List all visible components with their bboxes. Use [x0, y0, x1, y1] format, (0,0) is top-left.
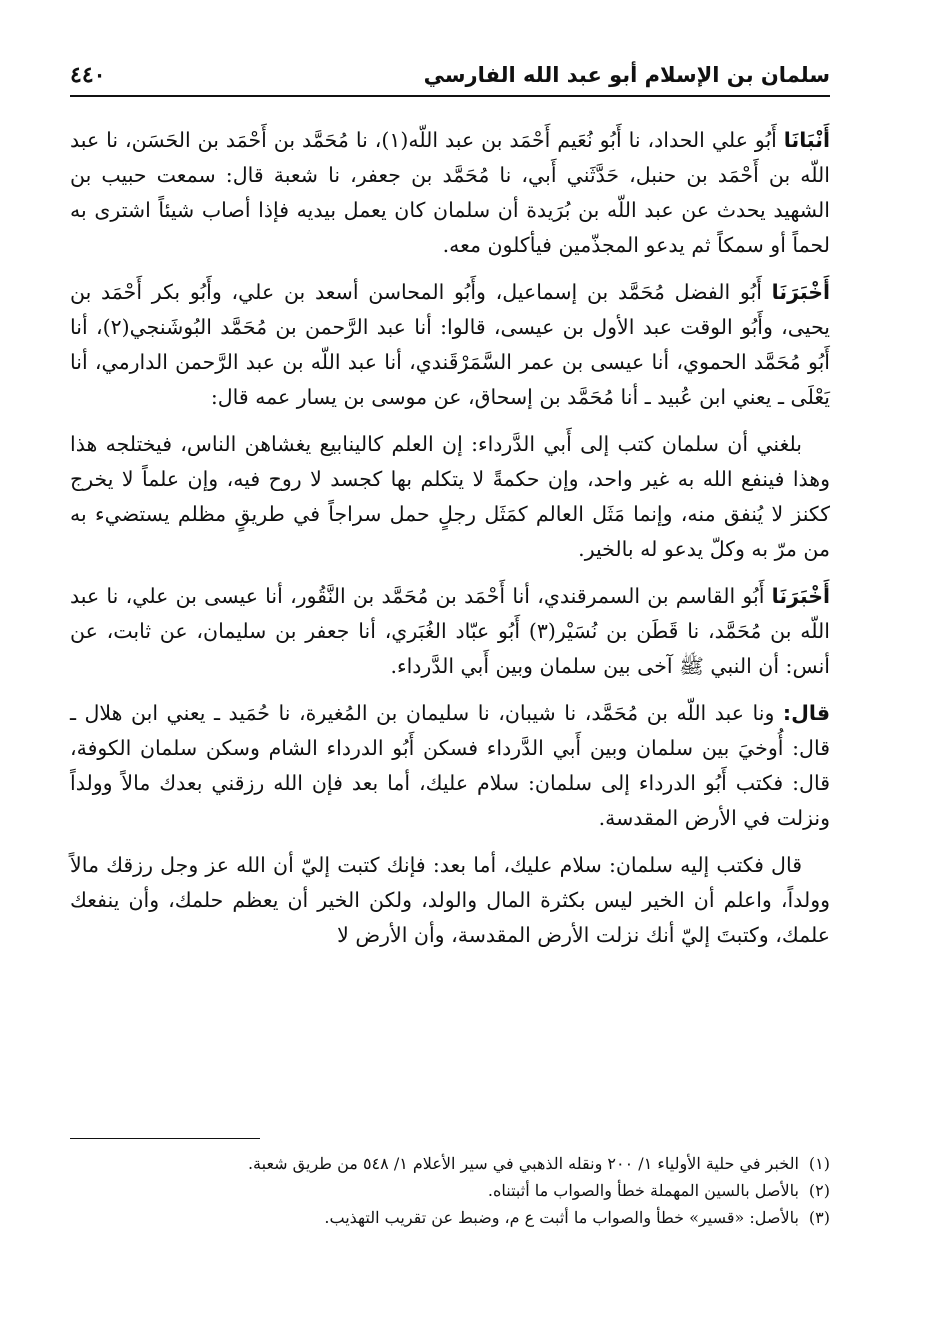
footnote-number: (٣): [808, 1208, 830, 1227]
footnote-text: بالأصل: «قسير» خطأ والصواب ما أثبت ع م، وضبط عن تقريب التهذيب.: [324, 1208, 799, 1227]
footnote: [70, 1150, 830, 1177]
paragraph: [70, 579, 830, 684]
running-head: [70, 55, 830, 97]
footnote-text: الخبر في حلية الأولياء ١/ ٢٠٠ ونقله الذهبي في سير الأعلام ١/ ٥٤٨ من طريق شعبة.: [247, 1154, 799, 1173]
paragraph-text: أَبُو علي الحداد، نا أَبُو نُعَيم أَحْمَد بن عبد اللّه(١)، نا مُحَمَّد بن أَحْمَد بن الحَسَن، نا عبد اللّه بن أَحْمَد بن حنبل، حَدَّثَني أَبي، نا مُحَمَّد بن جعفر، نا شعبة قال: سمعت حبيب بن الشهيد يحدث عن عبد اللّه بن بُرَيدة أن سلمان كان يعمل بيديه فإذا أصاب شيئاً اشترى به لحماً أو سمكاً ثم يدعو المجذّمين فيأكلون معه.: [70, 128, 830, 257]
paragraph: [70, 848, 830, 953]
paragraph: [70, 696, 830, 836]
footnote-number: (٢): [808, 1181, 830, 1200]
page-number: ٤٤٠: [70, 62, 106, 88]
book-page: [70, 55, 830, 1315]
paragraph-text: بلغني أن سلمان كتب إلى أَبي الدَّرداء: إن العلم كالينابيع يغشاهن الناس، فيختلجه هذا وهذا فينفع الله به غير واحد، وإن حكمةً لا يتكلم بها كجسد لا روح فيه، وإن علماً لا يخرج ككنز لا يُنفق منه، وإنما مَثَل العالم كمَثَل رجلٍ حمل سراجاً في طريقٍ مظلم يستضيء به من مرّ به وكلّ يدعو له بالخير.: [70, 432, 830, 561]
paragraph: [70, 427, 830, 567]
paragraph-text: ونا عبد اللّه بن مُحَمَّد، نا شيبان، نا سليمان بن المُغيرة، نا حُمَيد ـ يعني ابن هلال ـ قال: أُوخيَ بين سلمان وبين أَبي الدَّرداء فسكن أَبُو الدرداء الشام وسكن سلمان الكوفة، قال: فكتب أَبُو الدرداء إلى سلمان: سلام عليك، أما بعد فإن الله رزقني بعدك مالاً وولداً ونزلت في الأرض المقدسة.: [70, 701, 830, 830]
paragraph-lead: قال:: [782, 701, 830, 725]
paragraph-text: قال فكتب إليه سلمان: سلام عليك، أما بعد: فإنك كتبت إليّ أن الله عز وجل رزقك مالاً وولداً، واعلم أن الخير ليس بكثرة المال والولد، ولكن الخير أن يعظم حلمك، وأن ينفعك علمك، وكتبتَ إليّ أنك نزلت الأرض المقدسة، وأن الأرض لا: [70, 853, 830, 947]
paragraph-text: أَبُو القاسم بن السمرقندي، أنا أَحْمَد بن مُحَمَّد بن النَّقُور، أنا عيسى بن علي، نا عبد اللّه بن مُحَمَّد، نا قَطَن بن نُسَيْر(٣) أَبُو عبّاد الغُبَري، أنا جعفر بن سليمان، عن ثابت، عن أنس: أن النبي ﷺ آخى بين سلمان وبين أَبي الدَّرداء.: [70, 584, 830, 678]
footnote-number: (١): [808, 1154, 830, 1173]
main-text: [70, 123, 830, 953]
paragraph-lead: أَخْبَرَنَا: [771, 280, 830, 304]
footnote-divider: [70, 1138, 260, 1139]
footnotes: [70, 1150, 830, 1231]
paragraph-lead: أَنْبَانَا: [783, 128, 830, 152]
footnote: [70, 1177, 830, 1204]
paragraph: [70, 123, 830, 263]
running-title: سلمان بن الإسلام أبو عبد الله الفارسي: [423, 63, 830, 87]
paragraph: [70, 275, 830, 415]
footnote-text: بالأصل بالسين المهملة خطأ والصواب ما أثبتناه.: [487, 1181, 799, 1200]
paragraph-text: أَبُو الفضل مُحَمَّد بن إسماعيل، وأَبُو المحاسن أسعد بن علي، وأَبُو بكر أَحْمَد بن يحيى، وأَبُو الوقت عبد الأول بن عيسى، قالوا: أنا عبد الرَّحمن بن مُحَمَّد البُوشَنجي(٢)، أنا أَبُو مُحَمَّد الحموي، أنا عيسى بن عمر السَّمَرْقَندي، أنا عبد اللّه بن عبد الرَّحمن الدارمي، أنا يَعْلَى ـ يعني ابن عُبيد ـ أنا مُحَمَّد بن إسحاق، عن موسى بن يسار عمه قال:: [70, 280, 831, 409]
footnote: [70, 1204, 830, 1231]
paragraph-lead: أَخْبَرَنَا: [771, 584, 830, 608]
